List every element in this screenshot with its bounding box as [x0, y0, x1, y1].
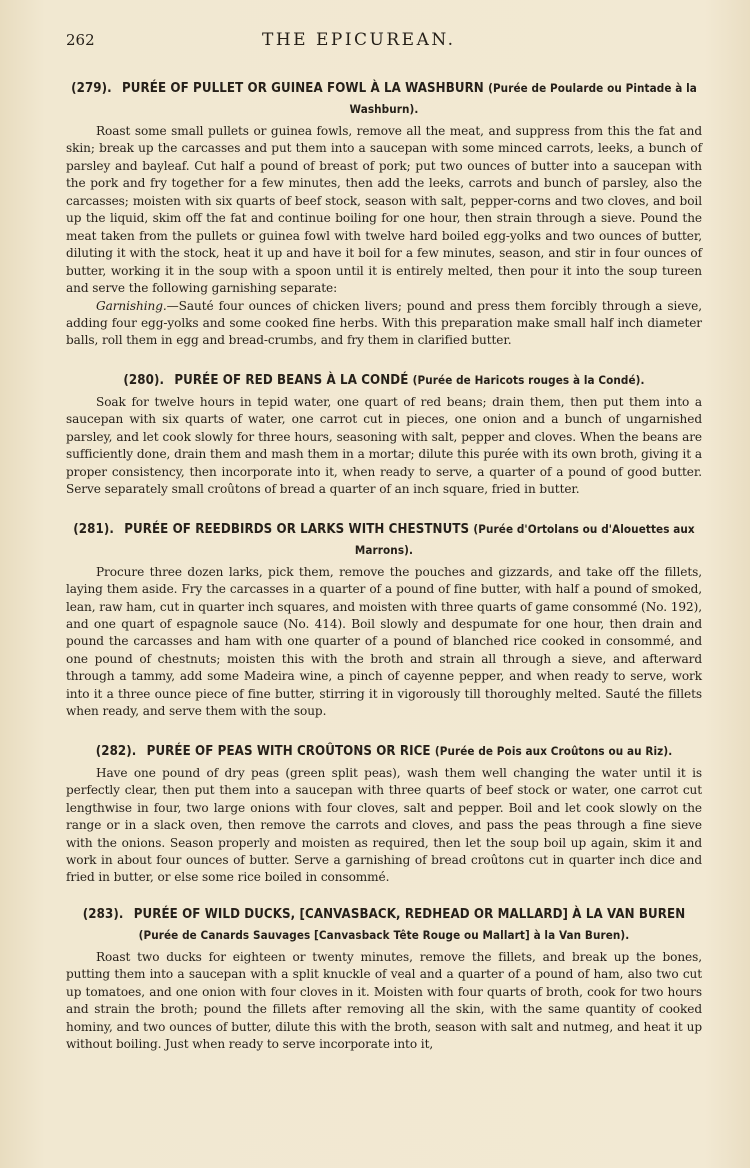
recipe-heading [66, 519, 702, 561]
recipe-number: (280). [123, 372, 165, 388]
recipe-title: PURÉE OF REEDBIRDS OR LARKS WITH CHESTNUTS [124, 521, 470, 537]
recipe-281 [66, 519, 702, 721]
garnishing-label: Garnishing. [96, 298, 167, 313]
recipe-282 [66, 741, 702, 887]
recipe-heading [66, 370, 702, 391]
recipe-heading [66, 78, 702, 120]
recipe-heading [66, 741, 702, 762]
recipe-279 [66, 78, 702, 350]
recipe-number: (281). [73, 521, 114, 537]
recipe-translation: (Purée de Haricots rouges à la Condé). [412, 372, 645, 387]
recipe-translation: (Purée de Pois aux Croûtons ou au Riz). [434, 743, 673, 758]
recipe-title: PURÉE OF RED BEANS À LA CONDÉ [174, 372, 409, 388]
recipe-title: PURÉE OF PULLET OR GUINEA FOWL À LA WASHBURN [122, 81, 484, 96]
recipe-translation: (Purée de Canards Sauvages [Canvasback Tête Rouge ou Mallart] à la Van Buren). [138, 927, 630, 942]
recipe-translation: (Purée de Poularde ou Pintade à la Washburn). [349, 81, 697, 116]
recipe-number: (279). [71, 81, 112, 96]
recipe-translation: (Purée d'Ortolans ou d'Alouettes aux Marrons). [354, 521, 695, 557]
running-title: THE EPICUREAN. [262, 30, 456, 50]
recipe-280 [66, 370, 702, 499]
recipe-paragraph: Roast two ducks for eighteen or twenty minutes, remove the fillets, and break up the bones, putting them into a saucepan with a split knuckle of veal and a quarter of a pound of ham, also two cut up tomatoes, and one onion with four cloves in it. Moisten with four quarts of broth, cook for two hours and strain the broth; pound the fillets after removing all the skin, with the same quantity of cooked hominy, and two ounces of butter, dilute this with the broth, season with salt and nutmeg, and heat it up without boiling. Just when ready to serve incorporate into it, [66, 949, 702, 1052]
recipe-283 [66, 905, 702, 1054]
page-number: 262 [66, 31, 95, 49]
recipe-paragraph: Roast some small pullets or guinea fowls, remove all the meat, and suppress from this the fat and skin; break up the carcasses and put them into a saucepan with some minced carrots, leeks, a bunch of parsley and bayleaf. Cut half a pound of breast of pork; put two ounces of butter into a saucepan with the pork and fry together for a few minutes, then add the leeks, carrots and bunch of parsley, also the carcasses; moisten with six quarts of beef stock, season with salt, pepper-corns and two cloves, and boil up the liquid, skim off the fat and continue boiling for one hour, then strain through a sieve. Pound the meat taken from the pullets or guinea fowl with twelve hard boiled egg-yolks and two ounces of butter, diluting it with the stock, heat it up and have it boil for a few minutes, season, and stir in four ounces of butter, working it in the soup with a spoon until it is entirely melted, then pour it into the soup tureen and serve the following garnishing separate: [66, 124, 702, 296]
garnishing-text: —Sauté four ounces of chicken livers; pound and press them forcibly through a sieve, adding four egg-yolks and some cooked fine herbs. With this preparation make small half inch diameter balls, roll them in egg and bread-crumbs, and fry them in clarified butter. [66, 298, 702, 348]
garnishing-paragraph [66, 298, 702, 350]
recipe-paragraph: Soak for twelve hours in tepid water, one quart of red beans; drain them, then put them into a saucepan with six quarts of water, one carrot cut in pieces, one onion and a bunch of ungarnished parsley, and let cook slowly for three hours, seasoning with salt, pepper and cloves. When the beans are sufficiently done, drain them and mash them in a mortar; dilute this purée with its own broth, giving it a proper consistency, then incorporate into it, when ready to serve, a quarter of a pound of good butter. Serve separately small croûtons of bread a quarter of an inch square, fried in butter. [66, 394, 702, 497]
recipe-paragraph: Procure three dozen larks, pick them, remove the pouches and gizzards, and take off the fillets, laying them aside. Fry the carcasses in a quarter of a pound of fine butter, with half a pound of smoked, lean, raw ham, cut in quarter inch squares, and moisten with three quarts of game consommé (No. 192), and one quart of espagnole sauce (No. 414). Boil slowly and despumate for one hour, then drain and pound the carcasses and ham with one quarter of a pound of blanched rice cooked in consommé, and one pound of chestnuts; moisten this with the broth and strain all through a sieve, and afterward through a tammy, add some Madeira wine, a pinch of cayenne pepper, and when ready to serve, work into it a three ounce piece of fine butter, stirring it in vigorously till thoroughly melted. Sauté the fillets when ready, and serve them with the soup. [66, 564, 702, 719]
recipe-number: (282). [95, 743, 137, 759]
recipe-paragraph: Have one pound of dry peas (green split peas), wash them well changing the water until it is perfectly clear, then put them into a saucepan with three quarts of beef stock or water, one carrot cut lengthwise in four, two large onions with four cloves, salt and pepper. Boil and let cook slowly on the range or in a slack oven, then remove the carrots and cloves, and pass the peas through a fine sieve with the onions. Season properly and moisten as required, then let the soup boil up again, skim it and work in about four ounces of butter. Serve a garnishing of bread croûtons cut in quarter inch dice and fried in butter, or else some rice boiled in consommé. [66, 765, 702, 885]
running-head [66, 30, 702, 56]
recipe-number: (283). [82, 906, 124, 922]
recipe-title: PURÉE OF PEAS WITH CROÛTONS OR RICE [146, 743, 431, 759]
recipe-title: PURÉE OF WILD DUCKS, [CANVASBACK, REDHEAD OR MALLARD] À LA VAN BUREN [133, 906, 686, 922]
recipe-heading [66, 905, 702, 946]
